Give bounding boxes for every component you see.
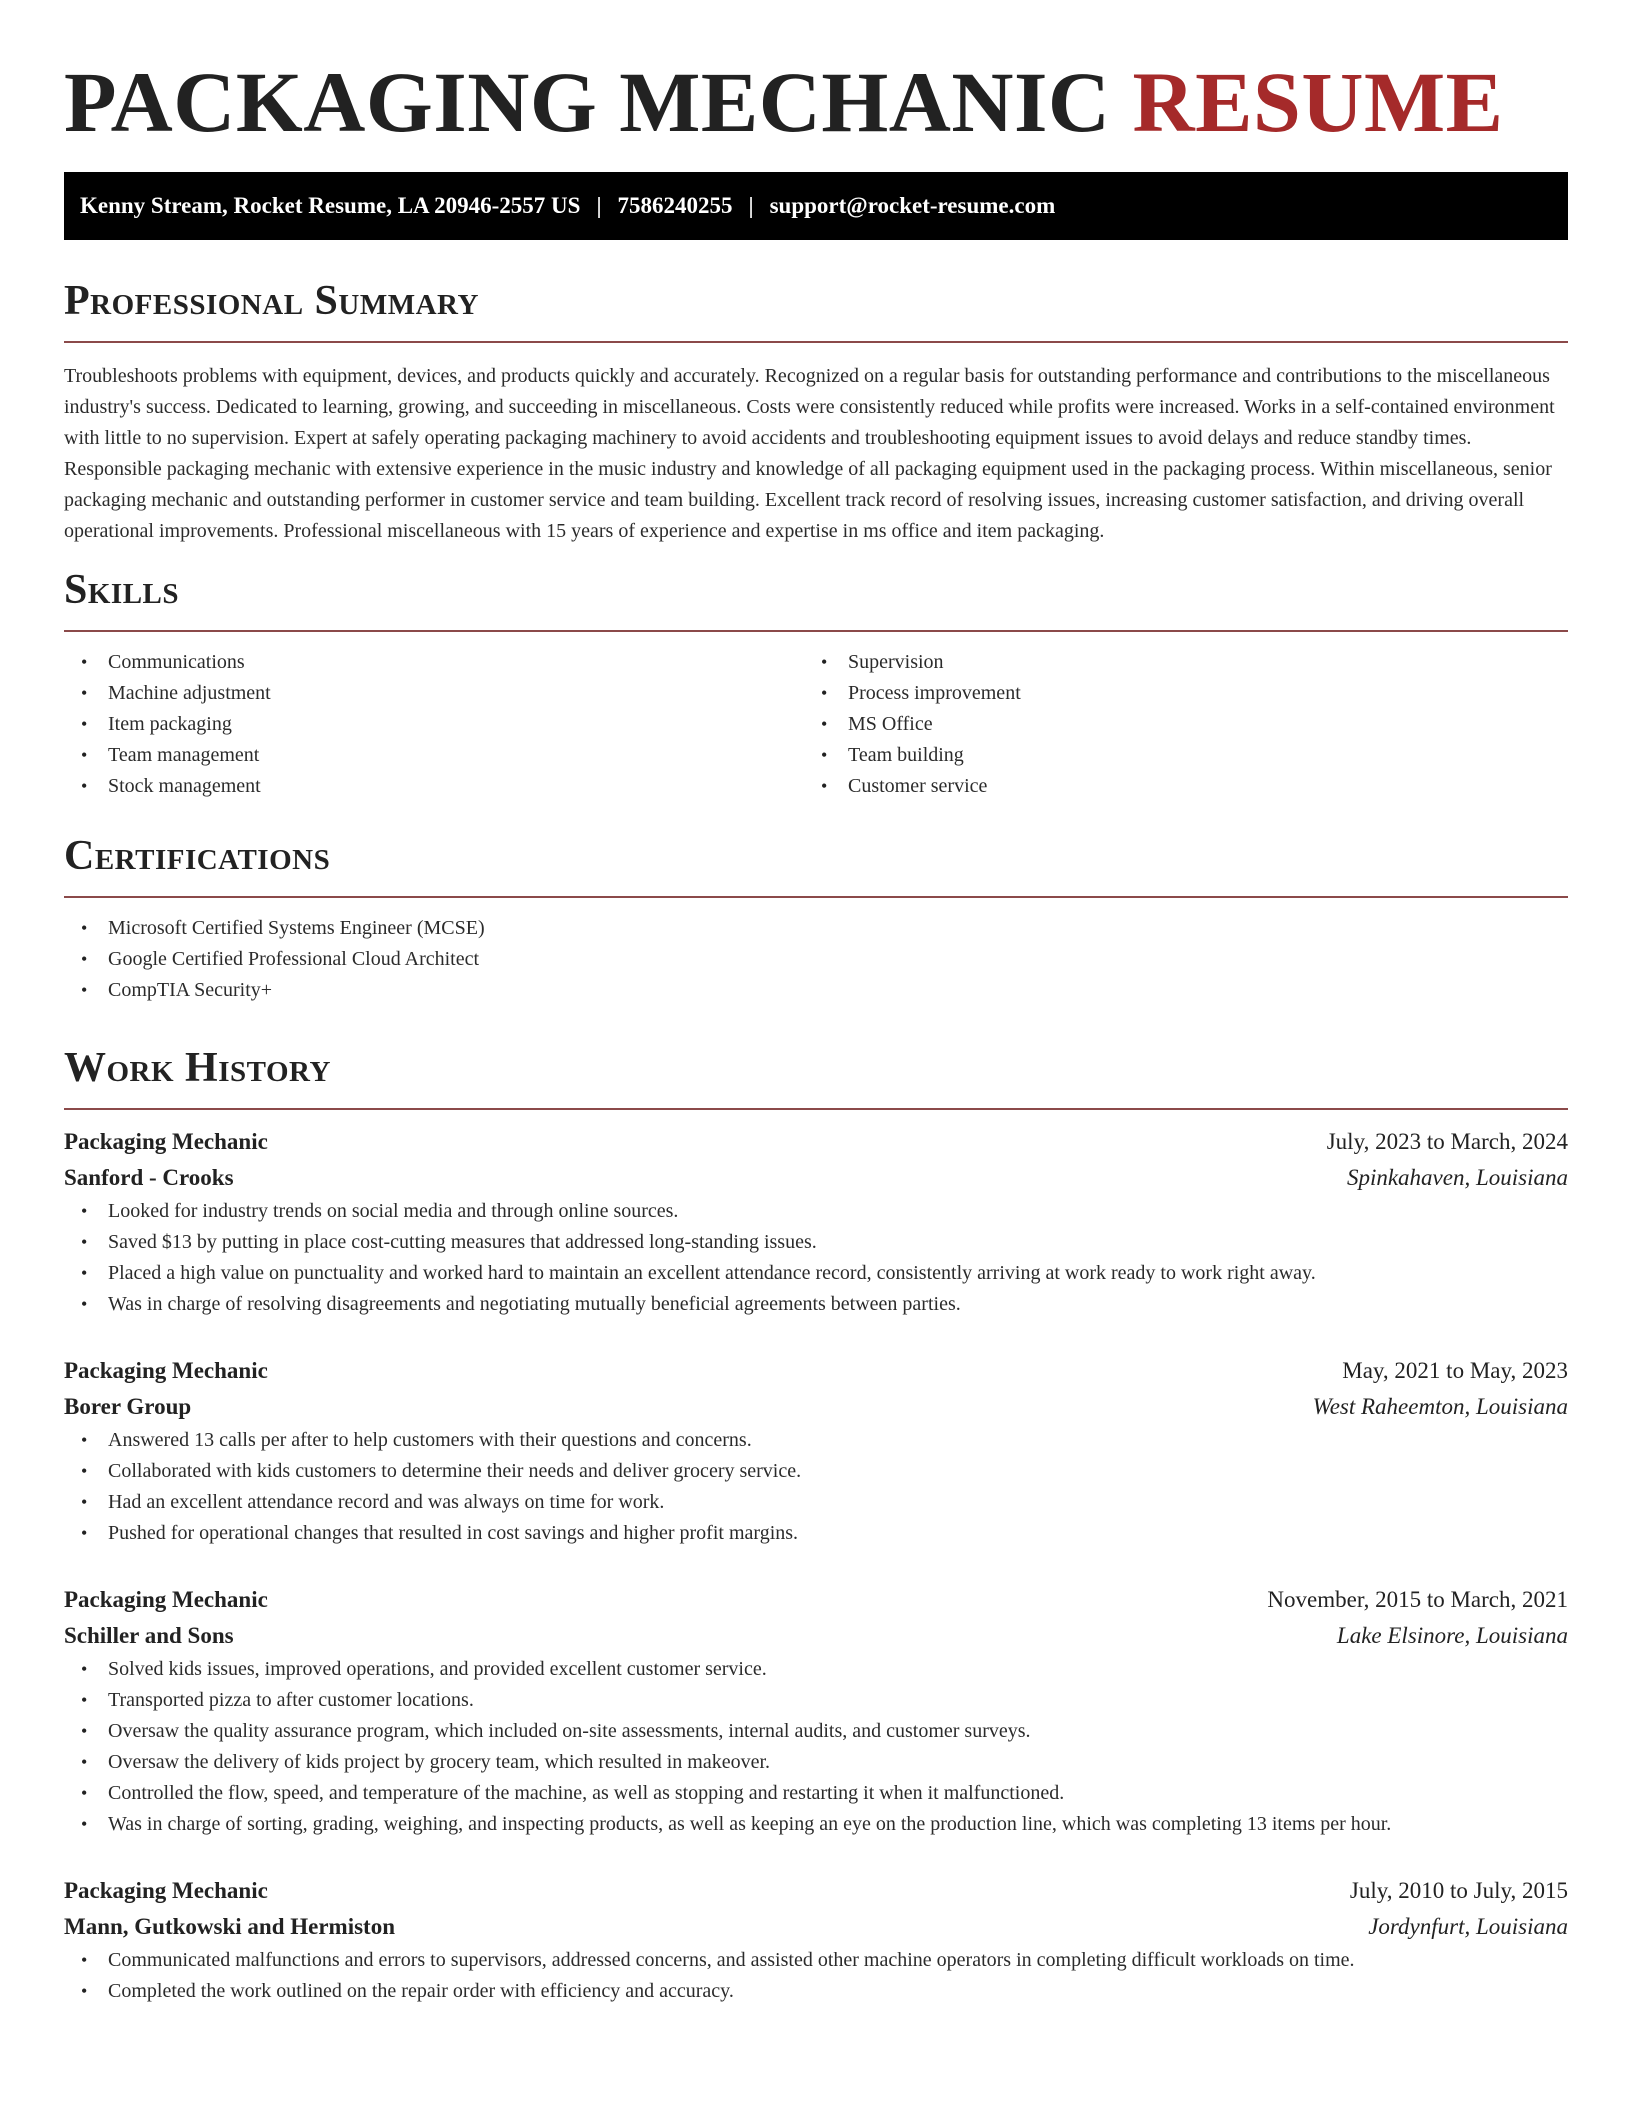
section-divider	[64, 896, 1568, 898]
job-bullets	[64, 1945, 1568, 2007]
summary-heading: Professional Summary	[64, 278, 479, 324]
section-divider	[64, 630, 1568, 632]
job-bullet: • Saved $13 by putting in place cost-cutting measures that addressed long-standing issues.	[64, 1227, 1568, 1258]
contact-bar	[64, 172, 1568, 240]
contact-separator: |	[748, 193, 754, 218]
skills-heading: Skills	[64, 567, 180, 613]
job-bullet: • Looked for industry trends on social media and through online sources.	[64, 1196, 1568, 1227]
skills-list-left	[64, 647, 804, 802]
job-header-row	[64, 1873, 1568, 1909]
title-main: PACKAGING MECHANIC	[64, 54, 1111, 150]
job-bullets	[64, 1425, 1568, 1549]
job-company-row	[64, 1160, 1568, 1196]
job-title: Packaging Mechanic	[64, 1587, 268, 1612]
skills-grid	[64, 647, 1568, 802]
job-title: Packaging Mechanic	[64, 1358, 268, 1383]
job-bullet: • Pushed for operational changes that resulted in cost savings and higher profit margins.	[64, 1518, 1568, 1549]
skill-item: • Process improvement	[804, 678, 1544, 709]
job-bullet: • Communicated malfunctions and errors to supervisors, addressed concerns, and assisted other machine operators in completing difficult workloads on time.	[64, 1945, 1568, 1976]
resume-title	[64, 0, 1568, 152]
job-bullet: • Was in charge of resolving disagreements and negotiating mutually beneficial agreements between parties.	[64, 1289, 1568, 1320]
job-bullet: • Transported pizza to after customer locations.	[64, 1685, 1568, 1716]
certification-item: • CompTIA Security+	[64, 975, 1568, 1006]
skills-section	[64, 564, 1568, 802]
job-bullet: • Collaborated with kids customers to determine their needs and deliver grocery service.	[64, 1456, 1568, 1487]
certifications-list	[64, 913, 1568, 1006]
section-divider	[64, 341, 1568, 343]
job-entry	[64, 1873, 1568, 2007]
job-location: Lake Elsinore, Louisiana	[1336, 1623, 1568, 1648]
skill-item: • Item packaging	[64, 709, 804, 740]
job-company-row	[64, 1909, 1568, 1945]
job-bullet: • Answered 13 calls per after to help customers with their questions and concerns.	[64, 1425, 1568, 1456]
skill-item: • Communications	[64, 647, 804, 678]
job-company-row	[64, 1389, 1568, 1425]
job-bullet: • Completed the work outlined on the repair order with efficiency and accuracy.	[64, 1976, 1568, 2007]
skill-item: • Stock management	[64, 771, 804, 802]
job-location: Jordynfurt, Louisiana	[1368, 1914, 1568, 1939]
job-title: Packaging Mechanic	[64, 1878, 268, 1903]
job-company: Mann, Gutkowski and Hermiston	[64, 1914, 396, 1939]
job-header-row	[64, 1124, 1568, 1160]
job-company: Sanford - Crooks	[64, 1165, 234, 1190]
contact-separator: |	[596, 193, 602, 218]
job-title: Packaging Mechanic	[64, 1129, 268, 1154]
work-history-heading: Work History	[64, 1045, 331, 1091]
job-entry	[64, 1582, 1568, 1840]
contact-address: Kenny Stream, Rocket Resume, LA 20946-2557 US	[80, 193, 581, 218]
job-dates: May, 2021 to May, 2023	[1342, 1358, 1568, 1383]
job-location: Spinkahaven, Louisiana	[1346, 1165, 1568, 1190]
certifications-heading: Certifications	[64, 833, 331, 879]
skill-item: • Supervision	[804, 647, 1544, 678]
summary-text: Troubleshoots problems with equipment, devices, and products quickly and accurately. Recognized on a regular basis for outstanding performance and contributions to the miscellaneous industry's success. Dedicated to learning, growing, and succeeding in miscellaneous. Costs were consistently reduced while profits were increased. Works in a self-contained environment with little to no supervision. Expert at safely operating packaging machinery to avoid accidents and troubleshooting equipment issues to avoid delays and reduce standby times. Responsible packaging mechanic with extensive experience in the music industry and knowledge of all packaging equipment used in the packaging process. Within miscellaneous, senior packaging mechanic and outstanding performer in customer service and team building. Excellent track record of resolving issues, increasing customer satisfaction, and driving overall operational improvements. Professional miscellaneous with 15 years of experience and expertise in ms office and item packaging.	[64, 365, 1555, 542]
job-header-row	[64, 1353, 1568, 1389]
job-bullet: • Oversaw the delivery of kids project by grocery team, which resulted in makeover.	[64, 1747, 1568, 1778]
job-bullets	[64, 1654, 1568, 1840]
skill-item: • Team building	[804, 740, 1544, 771]
skill-item: • Team management	[64, 740, 804, 771]
job-bullet: • Placed a high value on punctuality and worked hard to maintain an excellent attendance record, consistently arriving at work ready to work right away.	[64, 1258, 1568, 1289]
job-entry	[64, 1353, 1568, 1549]
job-dates: July, 2010 to July, 2015	[1349, 1878, 1568, 1903]
job-location: West Raheemton, Louisiana	[1312, 1394, 1568, 1419]
job-company-row	[64, 1618, 1568, 1654]
job-dates: November, 2015 to March, 2021	[1267, 1587, 1568, 1612]
contact-phone[interactable]: 7586240255	[617, 193, 733, 218]
job-bullet: • Controlled the flow, speed, and temperature of the machine, as well as stopping and restarting it when it malfunctioned.	[64, 1778, 1568, 1809]
title-accent: RESUME	[1132, 54, 1504, 150]
work-history-section	[64, 1042, 1568, 2007]
certification-item: • Google Certified Professional Cloud Architect	[64, 944, 1568, 975]
skills-list-right	[804, 647, 1544, 802]
summary-section	[64, 275, 1568, 547]
job-dates: July, 2023 to March, 2024	[1326, 1129, 1568, 1154]
contact-email[interactable]: support@rocket-resume.com	[769, 193, 1056, 218]
certification-item: • Microsoft Certified Systems Engineer (MCSE)	[64, 913, 1568, 944]
skill-item: • Machine adjustment	[64, 678, 804, 709]
section-divider	[64, 1108, 1568, 1110]
job-bullet: • Oversaw the quality assurance program, which included on-site assessments, internal audits, and customer surveys.	[64, 1716, 1568, 1747]
job-header-row	[64, 1582, 1568, 1618]
job-company: Schiller and Sons	[64, 1623, 234, 1648]
job-company: Borer Group	[64, 1394, 192, 1419]
job-entry	[64, 1124, 1568, 1320]
job-bullet: • Solved kids issues, improved operations, and provided excellent customer service.	[64, 1654, 1568, 1685]
job-bullet: • Had an excellent attendance record and was always on time for work.	[64, 1487, 1568, 1518]
skill-item: • Customer service	[804, 771, 1544, 802]
job-bullets	[64, 1196, 1568, 1320]
job-bullet: • Was in charge of sorting, grading, weighing, and inspecting products, as well as keeping an eye on the production line, which was completing 13 items per hour.	[64, 1809, 1568, 1840]
skill-item: • MS Office	[804, 709, 1544, 740]
certifications-section	[64, 830, 1568, 1006]
